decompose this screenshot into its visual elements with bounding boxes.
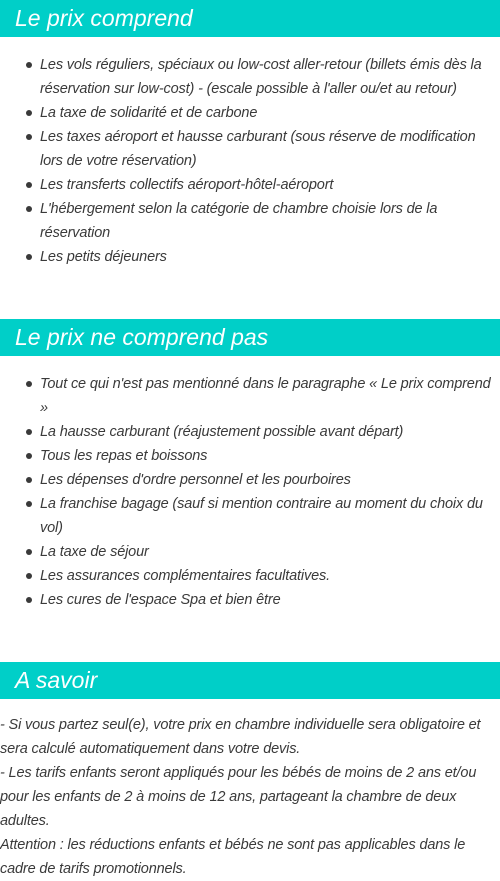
price-includes-header	[0, 0, 500, 37]
list-item: Les dépenses d'ordre personnel et les pourboires	[40, 468, 500, 492]
list-item: La franchise bagage (sauf si mention contraire au moment du choix du vol)	[40, 492, 500, 540]
good-to-know-text	[0, 713, 500, 881]
list-item: L'hébergement selon la catégorie de chambre choisie lors de la réservation	[40, 197, 500, 245]
good-to-know-title: A savoir	[15, 667, 98, 693]
list-item: La taxe de séjour	[40, 540, 500, 564]
price-excludes-header	[0, 319, 500, 356]
list-item: Les vols réguliers, spéciaux ou low-cost aller-retour (billets émis dès la réservation sur low-cost) - (escale possible à l'aller ou/et au retour)	[40, 53, 500, 101]
list-item: La taxe de solidarité et de carbone	[40, 101, 500, 125]
info-paragraph: - Si vous partez seul(e), votre prix en chambre individuelle sera obligatoire et sera calculé automatiquement dans votre devis.	[0, 717, 481, 757]
list-item: La hausse carburant (réajustement possible avant départ)	[40, 420, 500, 444]
list-item: Les taxes aéroport et hausse carburant (sous réserve de modification lors de votre réservation)	[40, 125, 500, 173]
list-item: Les transferts collectifs aéroport-hôtel-aéroport	[40, 173, 500, 197]
price-excludes-title: Le prix ne comprend pas	[15, 324, 269, 350]
price-includes-list	[0, 53, 500, 269]
list-item: Les cures de l'espace Spa et bien être	[40, 588, 500, 612]
list-item: Tout ce qui n'est pas mentionné dans le paragraphe « Le prix comprend »	[40, 372, 500, 420]
price-excludes-list	[0, 372, 500, 612]
price-includes-title: Le prix comprend	[15, 5, 193, 31]
list-item: Les petits déjeuners	[40, 245, 500, 269]
info-paragraph: - Les tarifs enfants seront appliqués pour les bébés de moins de 2 ans et/ou pour les enfants de 2 à moins de 12 ans, partageant la chambre de deux adultes.	[0, 765, 477, 829]
list-item: Les assurances complémentaires facultatives.	[40, 564, 500, 588]
info-paragraph: Attention : les réductions enfants et bébés ne sont pas applicables dans le cadre de tarifs promotionnels.	[0, 837, 466, 877]
good-to-know-header	[0, 662, 500, 699]
list-item: Tous les repas et boissons	[40, 444, 500, 468]
